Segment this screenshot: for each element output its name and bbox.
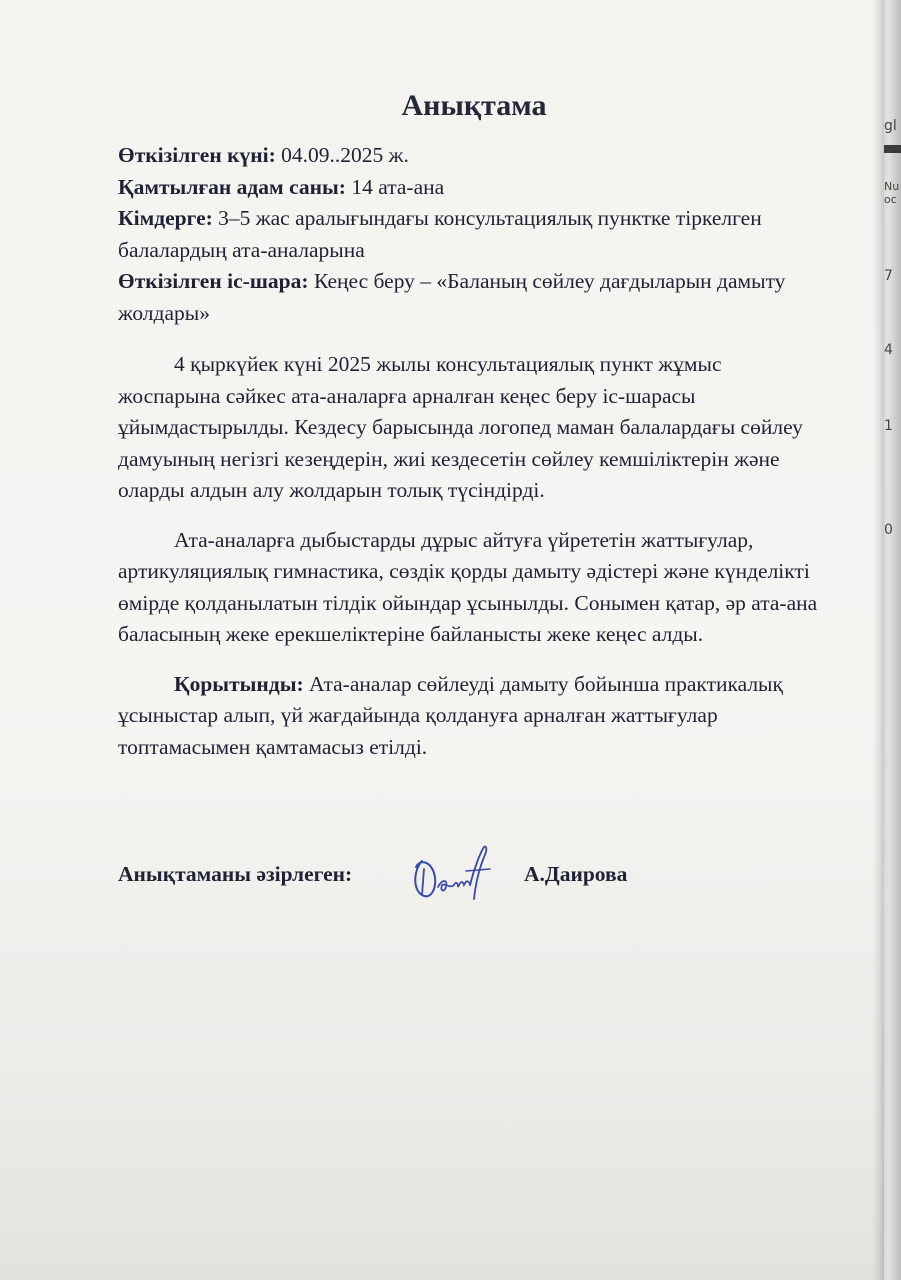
signature-row [118, 851, 818, 911]
background-glyph: 4 [884, 342, 893, 358]
conclusion-label: Қорытынды: [174, 671, 304, 696]
handwritten-signature [408, 839, 498, 909]
meta-label: Өткізілген іс-шара: [118, 269, 309, 293]
meta-value: 14 ата-ана [345, 174, 445, 199]
meta-event [118, 266, 818, 329]
signature-name: А.Даирова [524, 862, 628, 886]
meta-label: Қамтылған адам саны: [118, 174, 346, 199]
background-glyph: Nu [884, 180, 900, 193]
document-body [118, 84, 818, 911]
background-glyph: 0 [884, 522, 893, 538]
meta-date [118, 140, 818, 172]
signature-label: Анықтаманы әзірлеген: [118, 862, 353, 886]
meta-label: Кімдерге: [118, 206, 213, 230]
body-paragraph: 4 қыркүйек күні 2025 жылы консультациялық пункт жұмыс жоспарына сәйкес ата-аналарға арналған кеңес беру іс-шарасы ұйымдастырылды. Кездесу барысында логопед маман балалардағы сөйлеу дамуының негізгі кезеңдерін, жиі кездесетін сөйлеу кемшіліктерін және оларды алдын алу жолдарын толық түсіндірді. [118, 352, 803, 502]
background-band [883, 145, 901, 153]
background-glyph: gl [884, 118, 897, 134]
meta-value: 3–5 жас аралығындағы консультациялық пунктке тіркелген балалардың ата-аналарына [118, 206, 762, 262]
meta-audience [118, 203, 818, 266]
conclusion-text: Ата-аналар сөйлеуді дамыту бойынша практикалық ұсыныстар алып, үй жағдайында қолдануға арналған жаттығулар топтамасымен қамтамасыз етілді. [118, 671, 783, 759]
meta-attendees [118, 172, 818, 204]
background-glyph: 1 [884, 418, 893, 434]
document-title: Анықтама [401, 89, 547, 122]
body-paragraph: Ата-аналарға дыбыстарды дұрыс айтуға үйрететін жаттығулар, артикуляциялық гимнастика, сөздік қорды дамыту әдістері және күнделікті өмірде қолданылатын тілдік ойындар ұсынылды. Сонымен қатар, әр ата-ана баласының жеке ерекшеліктеріне байланысты жеке кеңес алды. [118, 527, 818, 646]
conclusion-paragraph [118, 669, 818, 764]
meta-label: Өткізілген күні: [118, 143, 276, 167]
meta-value: 04.09..2025 ж. [275, 143, 409, 167]
meta-value: Кеңес беру – «Баланың сөйлеу дағдыларын дамыту жолдары» [118, 269, 786, 325]
background-glyph: 7 [884, 268, 893, 284]
background-glyph: ос [884, 193, 897, 206]
paper-edge-shadow [872, 0, 884, 1280]
